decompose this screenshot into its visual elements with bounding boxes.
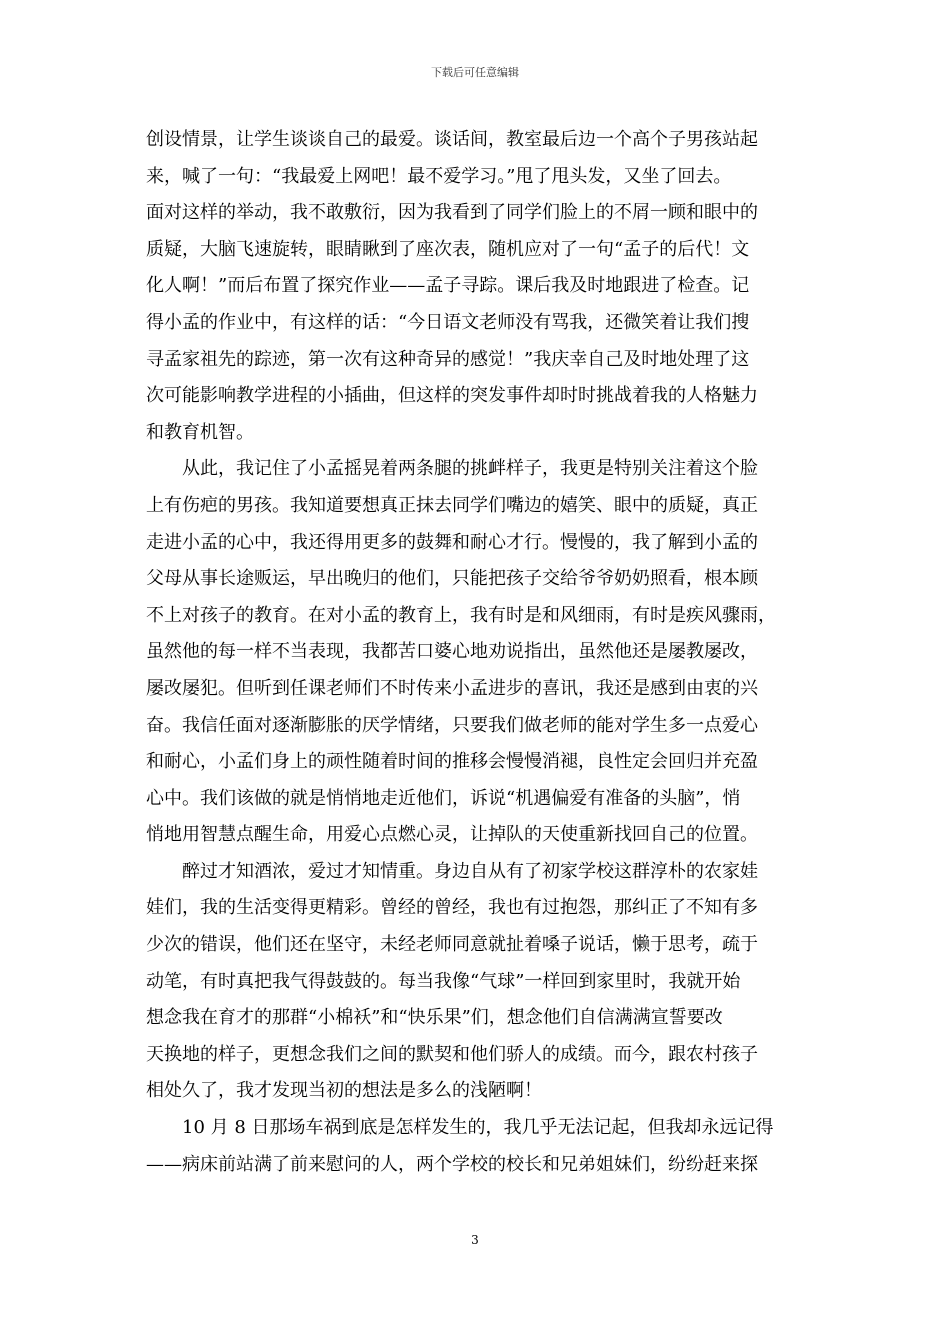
text-line: 来，喊了一句：“我最爱上网吧！最不爱学习。”甩了甩头发，又坐了回去。 (146, 165, 732, 187)
text-line: 心中。我们该做的就是悄悄地走近他们，诉说“机遇偏爱有准备的头脑”，悄 (146, 787, 741, 809)
text-line: 不上对孩子的教育。在对小孟的教育上，我有时是和风细雨，有时是疾风骤雨， (146, 604, 776, 626)
text-line: 虽然他的每一样不当表现，我都苦口婆心地劝说指出，虽然他还是屡教屡改， (146, 641, 758, 663)
paragraph-first-line: 醉过才知酒浓，爱过才知情重。身边自从有了初家学校这群淳朴的农家娃 (182, 860, 758, 882)
text-line: 面对这样的举动，我不敢敷衍，因为我看到了同学们脸上的不屑一顾和眼中的 (146, 202, 758, 224)
text-line: 次可能影响教学进程的小插曲，但这样的突发事件却时时挑战着我的人格魅力 (146, 385, 758, 407)
text-line: ——病床前站满了前来慰问的人，两个学校的校长和兄弟姐妹们，纷纷赶来探 (146, 1153, 758, 1175)
text-line: 奋。我信任面对逐渐膨胀的厌学情绪，只要我们做老师的能对学生多一点爱心 (146, 714, 758, 736)
body-text (146, 122, 806, 1183)
text-line: 上有伤疤的男孩。我知道要想真正抹去同学们嘴边的嬉笑、眼中的质疑，真正 (146, 494, 758, 516)
text-line: 天换地的样子，更想念我们之间的默契和他们骄人的成绩。而今，跟农村孩子 (146, 1043, 758, 1065)
text-line: 悄地用智慧点醒生命，用爱心点燃心灵，让掉队的天使重新找回自己的位置。 (146, 824, 758, 846)
text-line: 和耐心，小孟们身上的顽性随着时间的推移会慢慢消褪，良性定会回归并充盈 (146, 751, 758, 773)
text-line: 走进小孟的心中，我还得用更多的鼓舞和耐心才行。慢慢的，我了解到小孟的 (146, 531, 758, 553)
text-line: 娃们，我的生活变得更精彩。曾经的曾经，我也有过抱怨，那纠正了不知有多 (146, 897, 758, 919)
page-number: 3 (471, 1233, 479, 1247)
text-line: 得小孟的作业中，有这样的话：“今日语文老师没有骂我，还微笑着让我们搜 (146, 311, 750, 333)
text-line: 屡改屡犯。但听到任课老师们不时传来小孟进步的喜讯，我还是感到由衷的兴 (146, 677, 758, 699)
text-line: 少次的错误，他们还在坚守，未经老师同意就扯着嗓子说话，懒于思考，疏于 (146, 934, 758, 956)
text-line: 化人啊！”而后布置了探究作业——孟子寻踪。课后我及时地跟进了检查。记 (146, 275, 750, 297)
page-header: 下载后可任意编辑 (431, 66, 519, 79)
paragraph-first-line: 从此，我记住了小孟摇晃着两条腿的挑衅样子，我更是特别关注着这个脸 (182, 458, 758, 480)
text-line: 创设情景，让学生谈谈自己的最爱。谈话间，教室最后边一个高个子男孩站起 (146, 129, 758, 150)
text-line: 想念我在育才的那群“小棉袄”和“快乐果”们，想念他们自信满满宣誓要改 (146, 1007, 723, 1029)
text-line: 寻孟家祖先的踪迹，第一次有这种奇异的感觉！”我庆幸自己及时地处理了这 (146, 348, 750, 370)
text-line: 父母从事长途贩运，早出晚归的他们，只能把孩子交给爷爷奶奶照看，根本顾 (146, 568, 758, 590)
text-line: 动笔，有时真把我气得鼓鼓的。每当我像“气球”一样回到家里时，我就开始 (146, 970, 741, 992)
text-line: 质疑，大脑飞速旋转，眼睛瞅到了座次表，随机应对了一句“孟子的后代！文 (146, 238, 750, 260)
text-line: 和教育机智。 (146, 421, 254, 443)
text-line: 相处久了，我才发现当初的想法是多么的浅陋啊！ (146, 1080, 542, 1102)
paragraph-first-line: 10 月 8 日那场车祸到底是怎样发生的，我几乎无法记起，但我却永远记得 (182, 1117, 774, 1139)
